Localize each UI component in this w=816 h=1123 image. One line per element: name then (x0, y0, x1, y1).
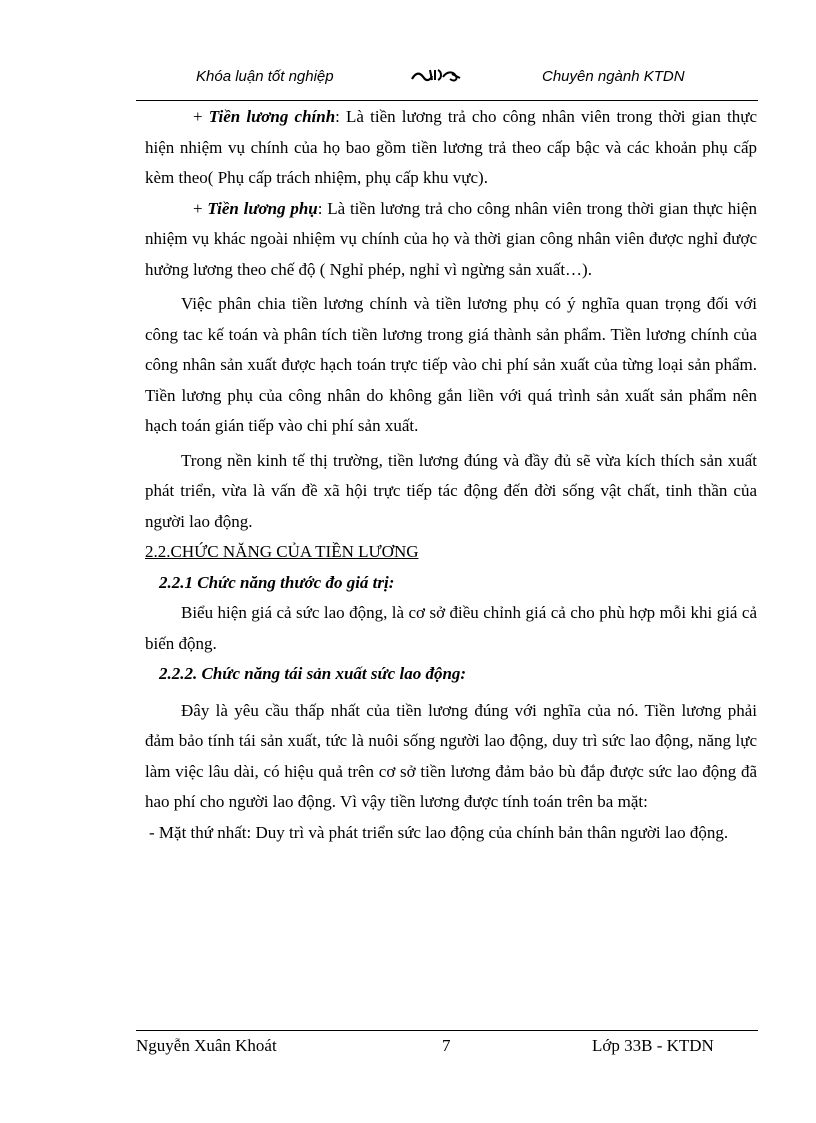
paragraph-kinh-te-thi-truong: Trong nền kinh tế thị trường, tiền lương đúng và đầy đủ sẽ vừa kích thích sản xuất phát triển, vừa là vấn đề xã hội trực tiếp tác động đến đời sống vật chất, tinh thần của người lao động. (145, 450, 757, 531)
header-left-text: Khóa luận tốt nghiệp (196, 68, 334, 85)
paragraph-text: : Là tiền lương trả cho công nhân viên trong thời gian thực hiện nhiệm vụ chính của họ bao gồm tiền lương trả theo cấp bậc và các khoản phụ cấp kèm theo( Phụ cấp trách nhiệm, phụ cấp khu vực). (145, 107, 757, 187)
document-body (145, 102, 757, 848)
bullet-lead: + (193, 107, 209, 126)
paragraph-phan-chia: Việc phân chia tiền lương chính và tiền lương phụ có ý nghĩa quan trọng đối với công tac kế toán và phân tích tiền lương trong giá thành sản phẩm. Tiền lương chính của công nhân sản xuất được hạch toán trực tiếp vào chi phí sản xuất của từng loại sản phẩm. Tiền lương phụ của công nhân do không gắn liền với quá trình sản xuất sản phẩm nên hạch toán gián tiếp vào chi phí sản xuất. (145, 294, 757, 435)
paragraph-text: : Là tiền lương trả cho công nhân viên trong thời gian thực hiện nhiệm vụ khác ngoài nhiệm vụ chính của họ và thời gian công nhân viên được nghỉ được hưởng lương theo chế độ ( Nghỉ phép, nghỉ vì ngừng sản xuất…). (145, 198, 757, 279)
term-tien-luong-phu: Tiền lương phụ (207, 198, 318, 218)
header-ornament-icon (408, 64, 464, 86)
bullet-lead: + (193, 198, 208, 218)
section-title: 2.2.CHỨC NĂNG CỦA TIỀN LƯƠNG (145, 542, 419, 561)
term-tien-luong-chinh: Tiền lương chính (208, 107, 336, 126)
subsection-heading-2-2-2: 2.2.2. Chức năng tái sản xuất sức lao động: (159, 664, 467, 683)
page-footer (136, 1036, 758, 1060)
paragraph-yeu-cau: Đây là yêu cầu thấp nhất của tiền lương đúng với nghĩa của nó. Tiền lương phải đảm bảo tính tái sản xuất, tức là nuôi sống người lao động, duy trì sức lao động, năng lực làm việc lâu dài, có hiệu quả trên cơ sở tiền lương đảm bảo bù đắp được sức lao động đã hao phí cho người lao động. Vì vậy tiền lương được tính toán trên ba mặt: (145, 700, 757, 811)
page-header (136, 64, 758, 94)
footer-class: Lớp 33B - KTDN (592, 1036, 714, 1055)
header-rule (136, 100, 758, 101)
paragraph-mat-thu-nhat: - Mặt thứ nhất: Duy trì và phát triển sức lao động của chính bản thân người lao động. (149, 822, 729, 842)
header-right-text: Chuyên ngành KTDN (542, 68, 685, 85)
subsection-heading-2-2-1: 2.2.1 Chức năng thước đo giá trị: (159, 572, 395, 592)
footer-rule (136, 1030, 758, 1031)
paragraph-tien-luong-phu (145, 194, 757, 286)
paragraph-bieu-hien: Biểu hiện giá cả sức lao động, là cơ sở điều chỉnh giá cả cho phù hợp mỗi khi giá cả biến động. (145, 603, 757, 653)
paragraph-tien-luong-chinh (145, 102, 757, 194)
footer-page-number: 7 (442, 1036, 451, 1055)
footer-author: Nguyễn Xuân Khoát (136, 1036, 277, 1055)
